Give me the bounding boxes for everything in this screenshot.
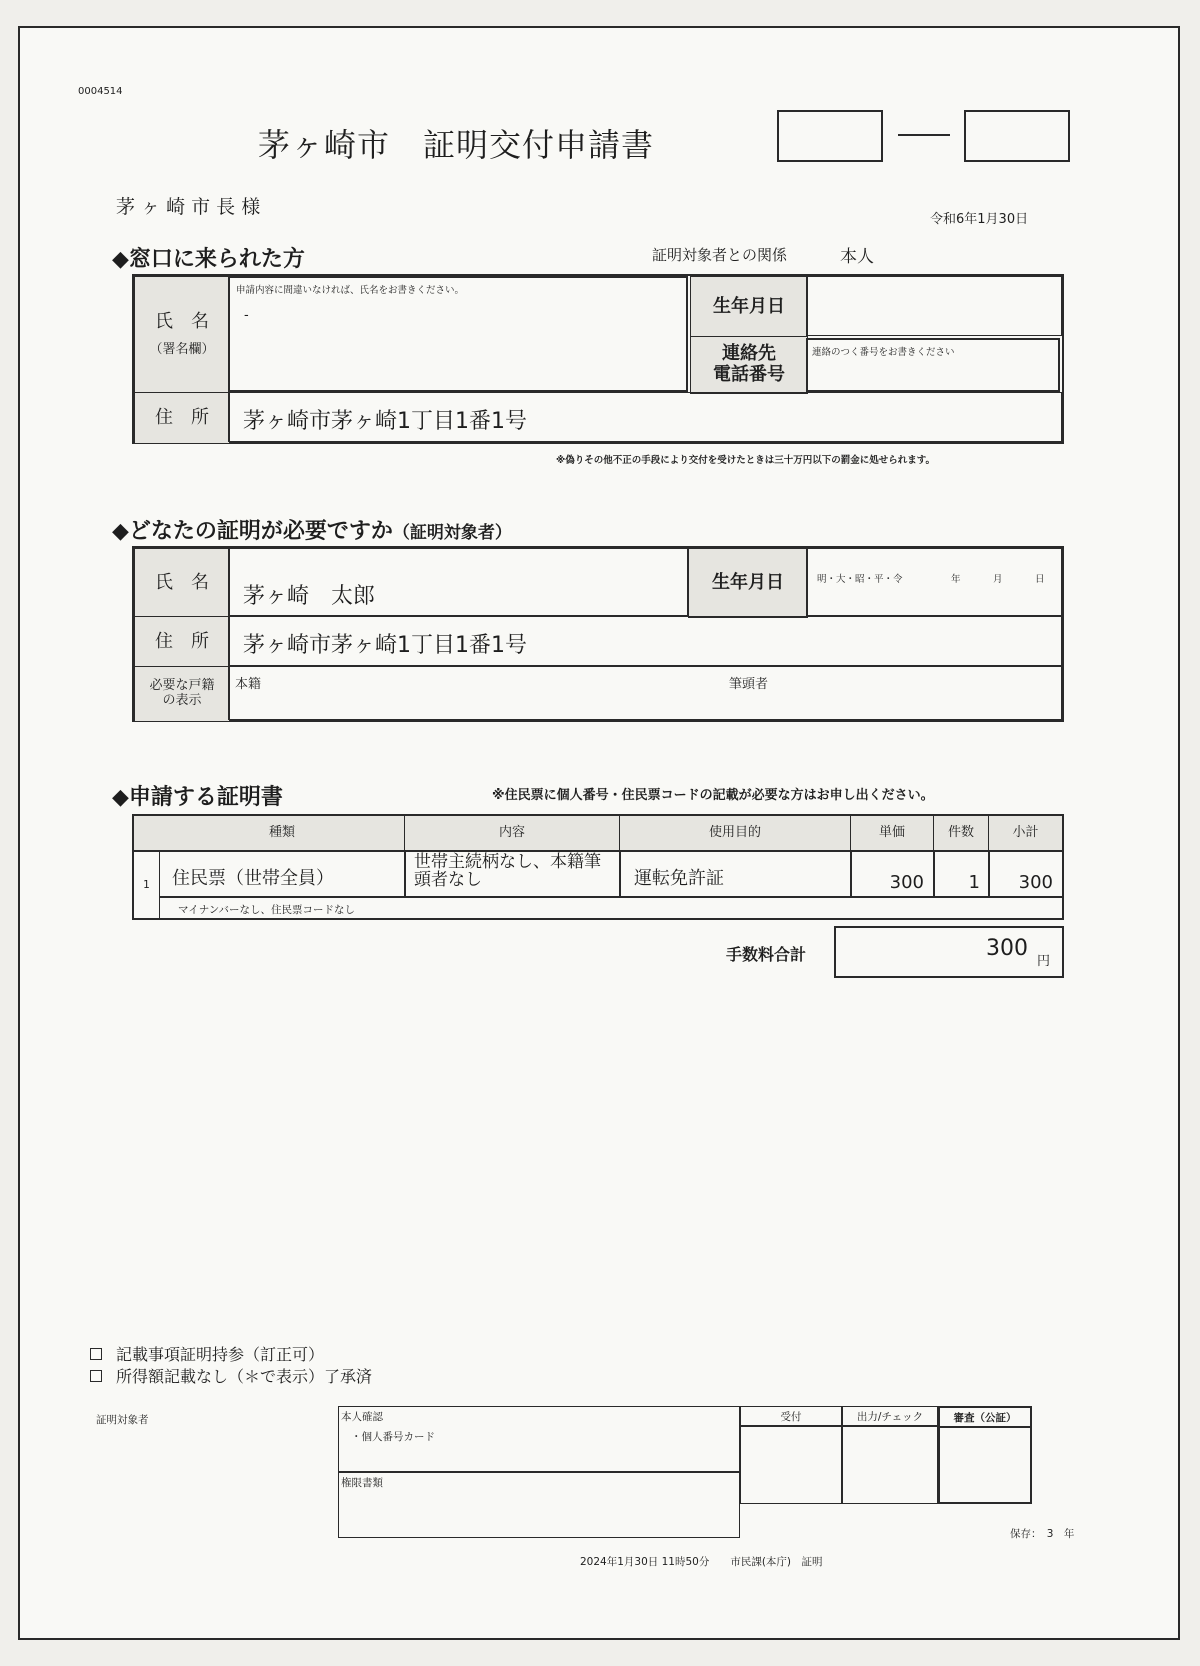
visitor-warning: ※偽りその他不正の手段により交付を受けたときは三十万円以下の罰金に処せられます。 — [556, 455, 935, 466]
checkbox-item-certificate[interactable] — [90, 1342, 324, 1365]
subject-koseki-label: 必要な戸籍 の表示 — [149, 678, 215, 708]
audit-divider — [940, 1426, 1030, 1428]
subject-month-unit: 月 — [993, 574, 1003, 585]
subject-day-unit: 日 — [1035, 574, 1045, 585]
checkbox-income[interactable] — [90, 1370, 102, 1382]
visitor-phone-note: 連絡のつく番号をお書きください — [812, 347, 955, 358]
row-divider-2 — [619, 852, 621, 896]
id-check-divider — [339, 1471, 739, 1473]
received-label: 受付 — [780, 1411, 802, 1423]
subject-heading-sub: （証明対象者） — [392, 523, 512, 543]
visitor-address-value: 茅ヶ崎市茅ヶ崎1丁目1番1号 — [243, 409, 527, 434]
retention-period: 保存： 3 年 — [1010, 1528, 1075, 1540]
subject-address-value: 茅ヶ崎市茅ヶ崎1丁目1番1号 — [243, 633, 527, 658]
visitor-name-sub-label: （署名欄） — [149, 341, 215, 357]
subject-year-unit: 年 — [951, 574, 961, 585]
subject-name-label-cell — [134, 548, 230, 618]
application-date: 令和6年1月30日 — [930, 212, 1029, 227]
audit-box — [938, 1406, 1032, 1504]
column-header-no-cell — [134, 816, 161, 850]
form-title: 茅ヶ崎市 証明交付申請書 — [258, 126, 655, 164]
subject-birth-label-cell — [688, 548, 808, 618]
audit-label: 審査（公証） — [953, 1412, 1017, 1424]
subject-hittousha-label: 筆頭者 — [729, 677, 769, 692]
table-row[interactable] — [134, 852, 1062, 918]
visitor-name-label-cell — [134, 276, 230, 394]
id-check-value: ・個人番号カード — [351, 1431, 435, 1443]
row-subtotal: 300 — [1018, 872, 1053, 893]
subject-heading: ◆どなたの証明が必要ですか — [112, 519, 393, 544]
row-remark-divider — [160, 896, 1062, 898]
row-divider-4 — [933, 852, 935, 896]
checkbox-income-label: 所得額記載なし（＊で表示）了承済 — [116, 1367, 373, 1386]
visitor-heading: ◆窓口に来られた方 — [112, 247, 305, 272]
checkbox-item-income[interactable] — [90, 1364, 372, 1387]
output-box — [842, 1406, 938, 1504]
row-content: 世帯主続柄なし、本籍筆頭者なし — [414, 852, 601, 890]
visitor-address-label-cell — [134, 392, 230, 444]
footer-subject-label: 証明対象者 — [96, 1414, 149, 1426]
subject-name-label: 氏 名 — [155, 571, 209, 593]
application-form — [18, 26, 1180, 1640]
checkbox-certificate[interactable] — [90, 1348, 102, 1360]
column-header-count: 件数 — [934, 816, 989, 850]
received-divider — [741, 1425, 841, 1427]
visitor-name-value: - — [244, 308, 249, 323]
visitor-birth-field[interactable] — [806, 276, 1062, 336]
column-header-type: 種類 — [160, 816, 405, 850]
reception-number-box-2 — [964, 110, 1070, 162]
row-type: 住民票（世帯全員） — [172, 868, 334, 889]
request-note: ※住民票に個人番号・住民票コードの記載が必要な方はお申し出ください。 — [492, 788, 934, 803]
subject-address-label-cell — [134, 616, 230, 668]
column-header-purpose: 使用目的 — [620, 816, 851, 850]
subject-name-field[interactable] — [228, 548, 688, 616]
visitor-name-note: 申請内容に間違いなければ、氏名をお書きください。 — [236, 285, 465, 296]
id-check-label: 本人確認 — [341, 1411, 383, 1423]
request-heading: ◆申請する証明書 — [112, 785, 283, 810]
row-remark: マイナンバーなし、住民票コードなし — [178, 904, 356, 916]
row-count: 1 — [968, 872, 980, 893]
issue-stamp: 2024年1月30日 11時50分 市民課(本庁) 証明 — [580, 1556, 823, 1568]
subject-era-options: 明・大・昭・平・令 — [817, 574, 903, 585]
visitor-address-label: 住 所 — [155, 406, 209, 428]
addressee: 茅 ヶ 崎 市 長 様 — [116, 196, 261, 218]
subject-address-field[interactable] — [228, 616, 1062, 666]
received-box — [740, 1406, 842, 1504]
relation-label: 証明対象者との関係 — [652, 246, 788, 264]
subject-birth-field[interactable] — [806, 548, 1062, 616]
total-value: 300 — [986, 936, 1028, 961]
subject-birth-label: 生年月日 — [712, 571, 784, 593]
visitor-name-field[interactable] — [228, 276, 688, 392]
visitor-address-field[interactable] — [228, 392, 1062, 442]
relation-value: 本人 — [840, 247, 874, 267]
column-header-subtotal: 小計 — [989, 816, 1062, 850]
checkbox-certificate-label: 記載事項証明持参（訂正可） — [116, 1345, 325, 1364]
subject-koseki-label-cell — [134, 666, 230, 722]
output-divider — [843, 1425, 937, 1427]
visitor-phone-field[interactable] — [806, 338, 1060, 392]
reception-number-box-1 — [777, 110, 883, 162]
subject-name-value: 茅ヶ崎 太郎 — [243, 584, 376, 609]
row-divider-5 — [988, 852, 990, 896]
total-box — [834, 926, 1064, 978]
total-label: 手数料合計 — [726, 945, 807, 964]
document-id: 0004514 — [78, 86, 123, 97]
visitor-name-label: 氏 名 — [155, 311, 209, 333]
row-divider-1 — [404, 852, 406, 896]
id-check-box — [338, 1406, 740, 1538]
reception-number-dash — [898, 134, 950, 136]
row-number: 1 — [134, 852, 160, 918]
row-unit-price: 300 — [889, 872, 924, 893]
column-header-unit-price: 単価 — [851, 816, 934, 850]
visitor-phone-label-cell — [690, 336, 808, 394]
visitor-birth-label-cell — [690, 276, 808, 338]
row-purpose: 運転免許証 — [634, 868, 724, 889]
total-unit: 円 — [1036, 954, 1050, 969]
column-header-content: 内容 — [405, 816, 620, 850]
subject-honseki-label: 本籍 — [235, 677, 262, 692]
authority-label: 権限書類 — [341, 1477, 383, 1489]
visitor-birth-label: 生年月日 — [713, 295, 785, 317]
output-label: 出力/チェック — [856, 1411, 924, 1423]
visitor-phone-label: 連絡先 電話番号 — [713, 343, 785, 385]
subject-koseki-field[interactable] — [228, 666, 1062, 720]
subject-address-label: 住 所 — [155, 630, 209, 652]
subject-heading-row — [112, 514, 512, 545]
